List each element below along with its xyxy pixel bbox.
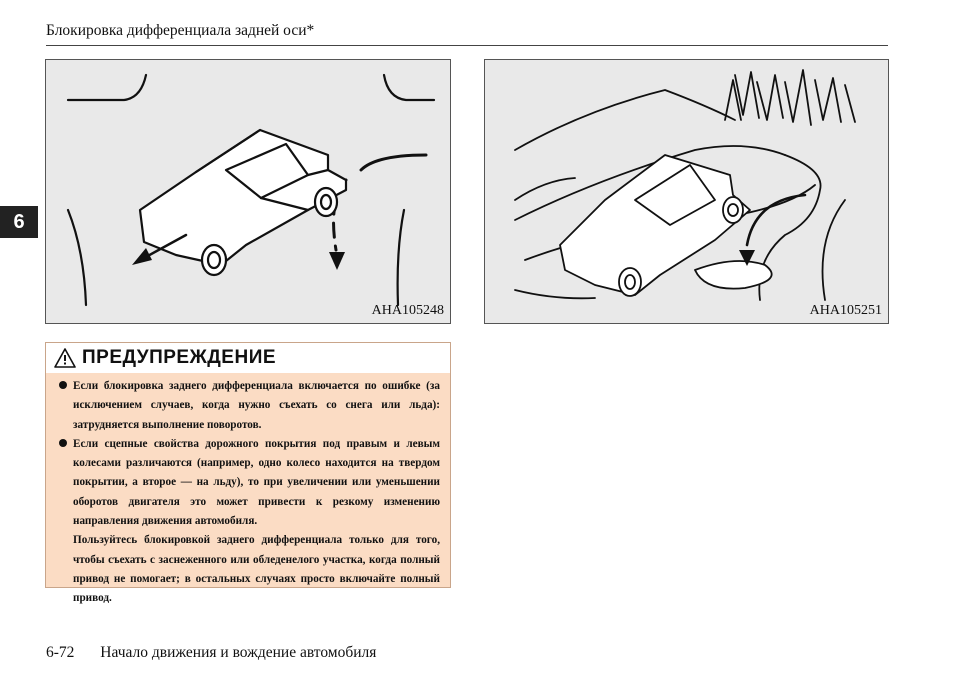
figure-intersection-turn xyxy=(45,59,451,324)
warning-item xyxy=(58,377,440,435)
page-header-title: Блокировка дифференциала задней оси* xyxy=(46,22,315,39)
page-number: 6-72 xyxy=(46,644,75,661)
bullet-icon xyxy=(59,381,67,389)
warning-title: ПРЕДУПРЕЖДЕНИЕ xyxy=(82,347,277,368)
warning-item-text: Если блокировка заднего дифференциала включается по ошибке (за исключением случаев, когда нужно съехать со снега или льда): затрудняется выполнение поворотов. xyxy=(73,380,440,431)
warning-header xyxy=(46,343,450,373)
truck-snow-illustration xyxy=(485,60,889,324)
figure-code: AHA105251 xyxy=(809,303,882,318)
header-divider xyxy=(46,45,888,46)
warning-item xyxy=(58,435,440,531)
page-footer xyxy=(46,644,376,662)
truck-turning-illustration xyxy=(46,60,451,324)
warning-body xyxy=(46,373,450,609)
chapter-tab: 6 xyxy=(0,206,38,238)
warning-note: Пользуйтесь блокировкой заднего дифференциала только для того, чтобы съехать с заснеженного или обледенелого участка, когда полный привод не помогает; в остальных случаях просто включайте полный привод. xyxy=(73,534,440,605)
warning-triangle-icon xyxy=(54,348,76,368)
figure-snowy-road xyxy=(484,59,889,324)
warning-item-text: Если сцепные свойства дорожного покрытия под правым и левым колесами различаются (например, одно колесо находится на твердом покрытии, а второе — на льду), то при увеличении или уменьшении оборотов двигателя это может привести к резкому изменению направления движения автомобиля. xyxy=(73,437,440,528)
figure-code: AHA105248 xyxy=(371,303,444,318)
warning-box xyxy=(45,342,451,605)
bullet-icon xyxy=(59,439,67,447)
footer-section-title: Начало движения и вождение автомобиля xyxy=(100,644,377,661)
